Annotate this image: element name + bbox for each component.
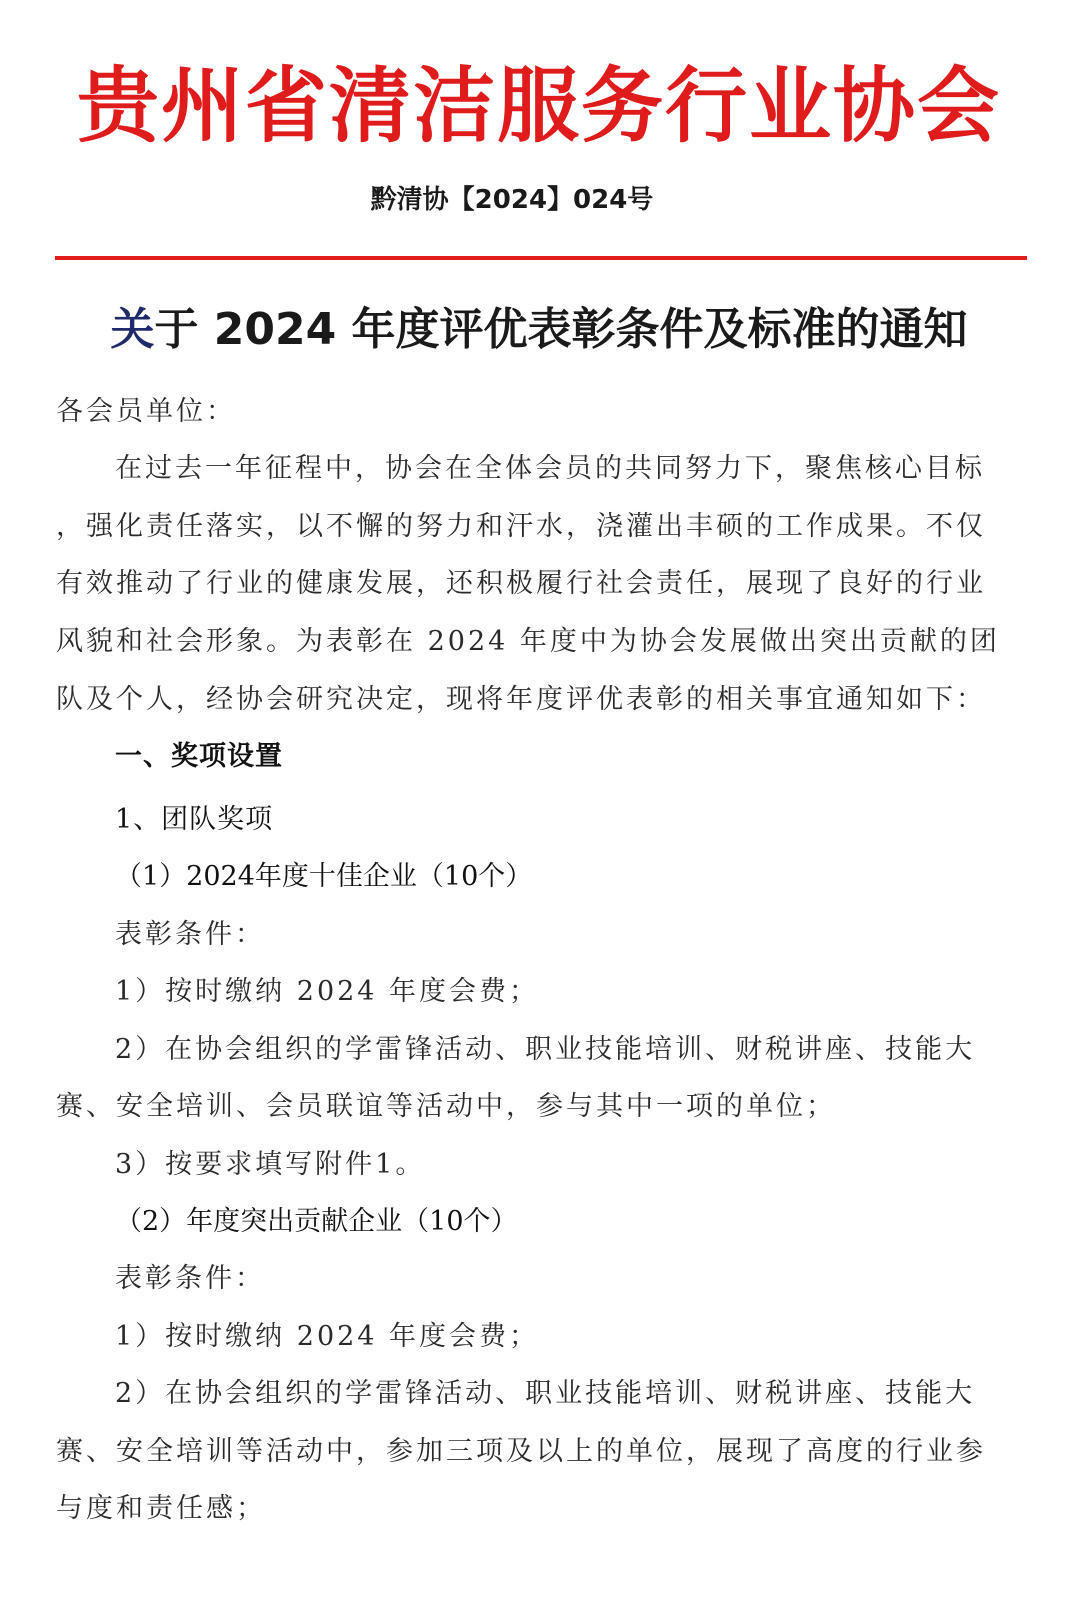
award-2-condition-2-line-1: 2）在协会组织的学雷锋活动、职业技能培训、财税讲座、技能大: [115, 1378, 976, 1409]
award-1-condition-2-line-2: 赛、安全培训、会员联谊等活动中，参与其中一项的单位；: [56, 1091, 836, 1122]
red-divider-line: [55, 256, 1027, 260]
award-1-condition-3: 3）按要求填写附件1。: [115, 1149, 426, 1180]
notice-title-first-char: 关: [110, 304, 155, 355]
document-number: 黔清协【2024】024号: [370, 185, 654, 215]
award-2-condition-2-line-3: 与度和责任感；: [56, 1493, 266, 1524]
notice-title-rest: 于 2024 年度评优表彰条件及标准的通知: [154, 304, 968, 355]
section-heading-awards: 一、奖项设置: [115, 741, 283, 772]
subsection-heading-team-awards: 1、团队奖项: [115, 804, 274, 835]
intro-line-4: 风貌和社会形象。为表彰在 2024 年度中为协会发展做出突出贡献的团: [56, 626, 1000, 657]
award-1-condition-2-line-1: 2）在协会组织的学雷锋活动、职业技能培训、财税讲座、技能大: [115, 1034, 976, 1065]
award-2-condition-1: 1）按时缴纳 2024 年度会费；: [115, 1321, 540, 1352]
salutation: 各会员单位：: [56, 396, 236, 427]
intro-line-5: 队及个人，经协会研究决定，现将年度评优表彰的相关事宜通知如下：: [56, 684, 986, 715]
intro-line-1: 在过去一年征程中，协会在全体会员的共同努力下，聚焦核心目标: [115, 453, 985, 484]
award-2-title: （2）年度突出贡献企业（10个）: [115, 1206, 518, 1237]
intro-line-2: ，强化责任落实，以不懈的努力和汗水，浇灌出丰硕的工作成果。不仅: [56, 511, 986, 542]
organization-name-header: 贵州省清洁服务行业协会: [76, 59, 1001, 154]
award-2-conditions-label: 表彰条件：: [115, 1263, 265, 1294]
intro-line-3: 有效推动了行业的健康发展，还积极履行社会责任，展现了良好的行业: [56, 568, 986, 599]
award-1-condition-1: 1）按时缴纳 2024 年度会费；: [115, 976, 540, 1007]
notice-title: [0, 300, 1078, 360]
award-1-conditions-label: 表彰条件：: [115, 919, 265, 950]
award-2-condition-2-line-2: 赛、安全培训等活动中，参加三项及以上的单位，展现了高度的行业参: [56, 1436, 986, 1467]
award-1-title: （1）2024年度十佳企业（10个）: [115, 861, 533, 892]
